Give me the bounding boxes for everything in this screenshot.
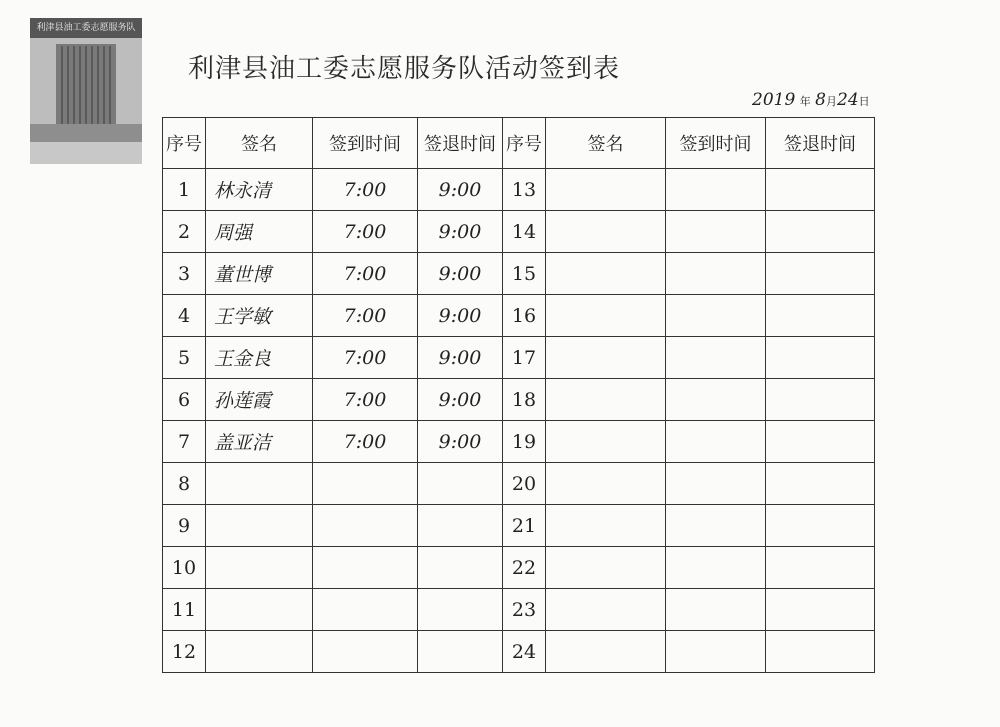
signature	[546, 295, 666, 337]
sign-out-time: 9:00	[418, 337, 503, 379]
table-row	[163, 463, 875, 505]
signature	[546, 211, 666, 253]
sign-out-time	[418, 589, 503, 631]
sign-out-time	[766, 337, 875, 379]
table-row	[163, 379, 875, 421]
header-in-right: 签到时间	[666, 118, 766, 169]
signature	[546, 379, 666, 421]
sign-out-time	[766, 295, 875, 337]
row-number: 20	[503, 463, 546, 505]
row-number: 15	[503, 253, 546, 295]
signature	[546, 337, 666, 379]
sign-in-time	[666, 589, 766, 631]
sign-in-time	[313, 463, 418, 505]
date-year-unit: 年	[799, 95, 811, 108]
sign-out-time	[766, 547, 875, 589]
sign-out-time	[766, 253, 875, 295]
sign-out-time: 9:00	[418, 211, 503, 253]
row-number: 17	[503, 337, 546, 379]
signature	[546, 169, 666, 211]
row-number: 11	[163, 589, 206, 631]
row-number: 21	[503, 505, 546, 547]
header-name-right: 签名	[546, 118, 666, 169]
sign-in-time	[666, 421, 766, 463]
sign-in-time: 7:00	[313, 421, 418, 463]
sign-date	[752, 90, 870, 110]
table-row	[163, 169, 875, 211]
row-number: 13	[503, 169, 546, 211]
table-row	[163, 211, 875, 253]
signature	[546, 253, 666, 295]
sign-in-time	[666, 631, 766, 673]
sign-in-time	[666, 337, 766, 379]
sign-out-time	[766, 421, 875, 463]
row-number: 10	[163, 547, 206, 589]
row-number: 6	[163, 379, 206, 421]
signature	[206, 547, 313, 589]
signature	[206, 463, 313, 505]
table-row	[163, 589, 875, 631]
sign-in-time	[666, 211, 766, 253]
header-in-left: 签到时间	[313, 118, 418, 169]
signature	[546, 547, 666, 589]
sign-in-time	[666, 547, 766, 589]
row-number: 9	[163, 505, 206, 547]
row-number: 18	[503, 379, 546, 421]
sign-out-time	[418, 547, 503, 589]
sign-in-time: 7:00	[313, 211, 418, 253]
sign-out-time: 9:00	[418, 379, 503, 421]
signature: 董世博	[206, 253, 313, 295]
row-number: 22	[503, 547, 546, 589]
sign-out-time	[766, 211, 875, 253]
header-name-left: 签名	[206, 118, 313, 169]
sign-in-time: 7:00	[313, 253, 418, 295]
sign-in-time: 7:00	[313, 169, 418, 211]
sign-out-time	[766, 505, 875, 547]
sign-out-time	[766, 463, 875, 505]
table-row	[163, 505, 875, 547]
sign-in-time	[313, 631, 418, 673]
table-row	[163, 547, 875, 589]
signature	[546, 421, 666, 463]
sign-in-time	[666, 295, 766, 337]
sign-out-time: 9:00	[418, 253, 503, 295]
row-number: 8	[163, 463, 206, 505]
sign-in-time: 7:00	[313, 295, 418, 337]
header-row	[163, 118, 875, 169]
header-out-left: 签退时间	[418, 118, 503, 169]
row-number: 2	[163, 211, 206, 253]
date-year: 2019	[752, 90, 796, 110]
signature	[206, 589, 313, 631]
table-row	[163, 337, 875, 379]
signature: 周强	[206, 211, 313, 253]
signature	[546, 589, 666, 631]
sign-in-time	[313, 589, 418, 631]
sign-in-time	[666, 169, 766, 211]
row-number: 4	[163, 295, 206, 337]
sign-in-time	[313, 505, 418, 547]
sign-out-time	[766, 169, 875, 211]
date-day: 24	[837, 90, 859, 110]
signature: 王学敏	[206, 295, 313, 337]
building-illustration	[30, 38, 142, 164]
signature	[206, 631, 313, 673]
signature	[546, 505, 666, 547]
sign-out-time: 9:00	[418, 169, 503, 211]
table-row	[163, 253, 875, 295]
row-number: 16	[503, 295, 546, 337]
sign-in-time: 7:00	[313, 337, 418, 379]
sign-in-time	[666, 253, 766, 295]
sign-out-time	[418, 505, 503, 547]
building-photo	[30, 18, 142, 164]
sign-in-time	[666, 463, 766, 505]
header-no-left: 序号	[163, 118, 206, 169]
date-month-unit: 月	[826, 95, 837, 108]
sign-in-time	[666, 505, 766, 547]
row-number: 14	[503, 211, 546, 253]
sign-in-time	[666, 379, 766, 421]
signature	[206, 505, 313, 547]
page-title: 利津县油工委志愿服务队活动签到表	[188, 54, 621, 84]
sign-out-time	[766, 589, 875, 631]
sign-out-time: 9:00	[418, 421, 503, 463]
sign-out-time	[418, 463, 503, 505]
row-number: 24	[503, 631, 546, 673]
signin-table	[162, 117, 875, 673]
date-day-unit: 日	[858, 95, 870, 108]
signature	[546, 631, 666, 673]
row-number: 23	[503, 589, 546, 631]
sign-out-time	[766, 631, 875, 673]
table-row	[163, 631, 875, 673]
date-month: 8	[815, 90, 826, 110]
sign-out-time: 9:00	[418, 295, 503, 337]
row-number: 19	[503, 421, 546, 463]
row-number: 7	[163, 421, 206, 463]
photo-banner: 利津县油工委志愿服务队	[30, 18, 142, 38]
row-number: 1	[163, 169, 206, 211]
row-number: 3	[163, 253, 206, 295]
header-out-right: 签退时间	[766, 118, 875, 169]
signature: 孙莲霞	[206, 379, 313, 421]
sign-in-time	[313, 547, 418, 589]
signature: 盖亚洁	[206, 421, 313, 463]
row-number: 5	[163, 337, 206, 379]
sign-in-time: 7:00	[313, 379, 418, 421]
table-row	[163, 421, 875, 463]
signature	[546, 463, 666, 505]
signature: 林永清	[206, 169, 313, 211]
signature: 王金良	[206, 337, 313, 379]
table-row	[163, 295, 875, 337]
row-number: 12	[163, 631, 206, 673]
sign-out-time	[766, 379, 875, 421]
sign-out-time	[418, 631, 503, 673]
header-no-right: 序号	[503, 118, 546, 169]
